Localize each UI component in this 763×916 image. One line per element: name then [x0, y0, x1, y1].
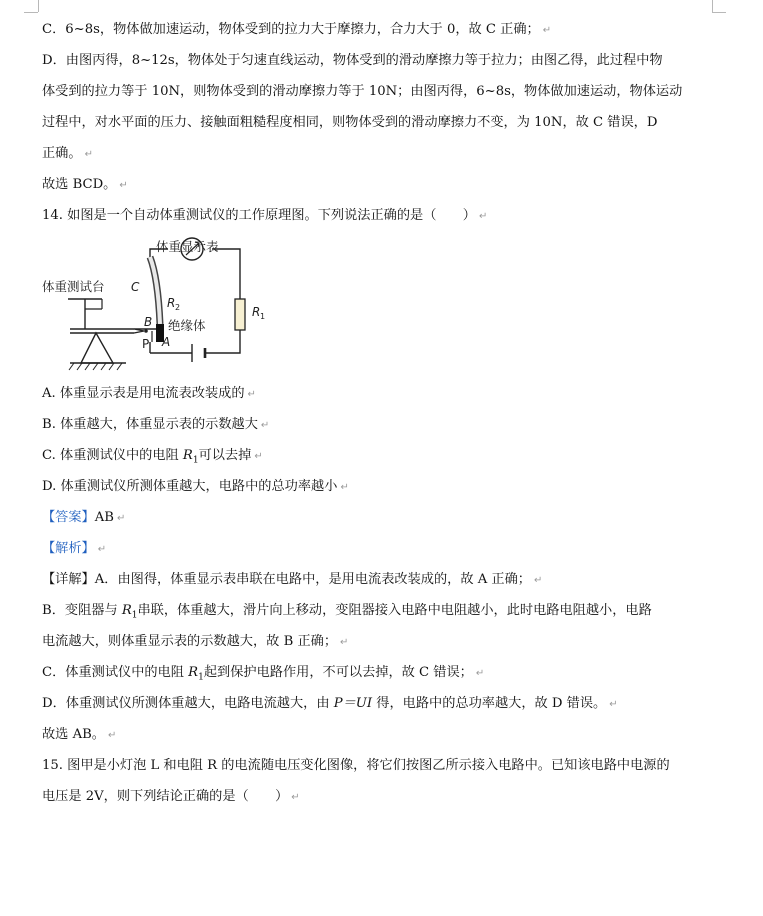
label-R1-sub: 1: [260, 312, 266, 321]
resistor-r1: [235, 299, 245, 330]
circuit-diagram: [40, 236, 280, 372]
text-line-1: C．6~8s，物体做加速运动，物体受到的拉力大于摩擦力，合力大于 0，故 C 正确； ↵: [42, 22, 552, 37]
detail-line-2: B．变阻器与 $R_1$串联，体重越大，滑片向上移动，变阻器接入电路中电阻越小，此时电路电阻越小，电路: [42, 603, 652, 621]
page-corner-mark-right-h: [712, 12, 726, 13]
label-A: A: [162, 335, 171, 349]
wire-bottom-right: [205, 330, 240, 353]
support-stand: [81, 333, 113, 363]
detail-line-6: 故选 AB。 ↵: [42, 727, 117, 742]
answer-line: 【答案】AB ↵: [42, 510, 126, 525]
option-b: B. 体重越大，体重显示表的示数越大 ↵: [42, 417, 270, 432]
label-R1: R: [252, 305, 261, 319]
detail-line-4: C．体重测试仪中的电阻 $R_1$起到保护电路作用，不可以去掉，故 C 错误； ↵: [42, 665, 485, 683]
label-weighing-platform: 体重测试台: [42, 279, 105, 294]
slider-contact: [144, 329, 148, 333]
page-corner-mark-left-h: [24, 12, 38, 13]
text-line-2: D．由图丙得，8~12s，物体处于匀速直线运动，物体受到的滑动摩擦力等于拉力；由图乙得，此过程中物: [42, 53, 663, 68]
question-15-line-2: 电压是 2V，则下列结论正确的是（ ） ↵: [42, 789, 300, 804]
detail-line-1: 【详解】A．由图得，体重显示表串联在电路中，是用电流表改装成的，故 A 正确； ↵: [42, 572, 543, 587]
option-a: A. 体重显示表是用电流表改装成的 ↵: [42, 386, 256, 401]
text-line-4: 过程中，对水平面的压力、接触面粗糙程度相同，则物体受到的滑动摩擦力不变，为 10N，故 C 错误，D: [42, 115, 658, 130]
label-B: B: [144, 315, 153, 329]
detail-line-3: 电流越大，则体重显示表的示数越大，故 B 正确； ↵: [42, 634, 349, 649]
label-R2: R: [167, 296, 176, 310]
text-line-5: 正确。 ↵: [42, 146, 93, 161]
option-c: C. 体重测试仪中的电阻 $R_1$可以去掉 ↵: [42, 448, 263, 466]
analysis-label: 【解析】: [42, 541, 95, 556]
page-corner-mark-right: [712, 0, 713, 12]
text-line-6: 故选 BCD。 ↵: [42, 177, 128, 192]
question-14-stem: 14. 如图是一个自动体重测试仪的工作原理图。下列说法正确的是（ ） ↵: [42, 208, 488, 223]
label-P: P: [142, 337, 150, 351]
option-d: D. 体重测试仪所测体重越大，电路中的总功率越小 ↵: [42, 479, 349, 494]
analysis-line: 【解析】 ↵: [42, 541, 107, 556]
detail-line-5: D．体重测试仪所测体重越大，电路电流越大，由 P＝UI 得，电路中的总功率越大，故 D 错误。 ↵: [42, 696, 618, 711]
question-15-line-1: 15. 图甲是小灯泡 L 和电阻 R 的电流随电压变化图像，将它们按图乙所示接入电路中。已知该电路中电源的: [42, 758, 670, 773]
wire-top-right: [212, 249, 240, 299]
label-display-meter: 体重显示表: [156, 239, 219, 254]
text-line-3: 体受到的拉力等于 10N，则物体受到的滑动摩擦力等于 10N；由图丙得，6~8s，物体做加速运动，物体运动: [42, 84, 683, 99]
ground-hatch: [69, 363, 122, 370]
label-C: C: [131, 280, 140, 294]
answer-value: AB: [94, 510, 114, 525]
answer-label: 【答案】: [42, 510, 95, 525]
page-corner-mark-left: [38, 0, 39, 12]
label-R2-sub: 2: [175, 303, 181, 312]
label-insulator: 绝缘体: [168, 318, 206, 333]
